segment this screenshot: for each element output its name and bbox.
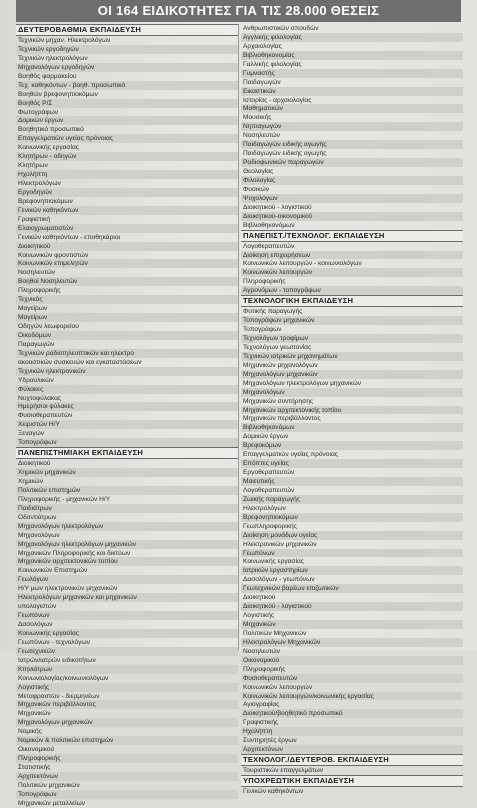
specialty-list-item: ακουστικών συσκευών και εγκαταστάσεων (18, 358, 142, 366)
specialty-list-item: Κοινωνικών Επιστημών (18, 567, 88, 575)
specialty-list-item: Λογιστικής (243, 612, 275, 620)
specialty-list-item: Κλητήρων - οδηγών (16, 152, 238, 161)
specialty-list-item: Μηχανολόγων μηχανικών (16, 718, 238, 727)
specialty-list-item: Αρχαιολογίας (243, 42, 282, 50)
specialty-list-item: Βιβλιοθηκονόμων (243, 221, 295, 229)
specialty-list-item: Παιδαγωγών ειδικής αγωγής (241, 140, 463, 149)
specialty-list-item: Τοπογράφων (16, 438, 238, 447)
specialty-list-item: Επόπτες υγείας (241, 459, 463, 468)
specialty-list-item: Κοινωνικής εργασίας (243, 558, 304, 566)
specialty-list-item: Χημικών μηχανικών (16, 468, 238, 477)
specialty-list-item: Φυσιοθεραπευτών (241, 674, 463, 683)
specialty-list-item: Δασολόγων - γεωπόνων (243, 576, 315, 584)
specialty-list-item: Θεολογίας (243, 168, 274, 175)
specialty-list-item: Νομικής (18, 728, 42, 736)
specialty-list-item: Κοινωνικής εργασίας (18, 144, 79, 152)
specialty-list-item: Φυσικών (243, 185, 270, 193)
specialty-list-item: Νομικών & πολιτικών επιστημών (16, 736, 238, 745)
specialty-list-item: Μηχανικών αρχιτεκτονικής τοπίου (241, 406, 463, 415)
specialty-list-item: Μαθηματικών (241, 104, 463, 113)
specialty-list-item: Κοινωνιολογίας/κοινωνιολόγων (18, 674, 109, 682)
specialty-list-item: Πολιτικών Μηχανικών (243, 629, 307, 637)
specialty-list-item: Τοπογράφων (243, 326, 282, 334)
specialty-list-item: Τεχνικών μηχαν. Ηλεκτρολόγων (18, 37, 111, 44)
specialty-list-item: Γεωπόνων (241, 549, 463, 558)
specialty-list-item: Πληροφορικής (243, 665, 286, 673)
specialty-list-item: Μηχανολόγων ηλεκτρολόγων μηχανικών (243, 379, 362, 387)
specialty-list-item: Φιλολογίας (241, 176, 463, 185)
specialty-list-item: Διοίκηση μονάδων υγείας (241, 531, 463, 540)
specialty-list-item: Οικοδόμων (16, 331, 238, 340)
left-column (16, 24, 238, 807)
specialty-list-item: Επαγγελματιών υγείας πρόνοιας (243, 451, 338, 459)
specialty-list-item: Δομικών έργων (16, 116, 238, 125)
specialty-list-item: Παιδαγωγών (243, 78, 281, 86)
specialty-list-item: Διοικητικού/βοηθητικό προσωπικό (241, 709, 463, 718)
specialty-list-item: Τεχνικών εργοδηγών (16, 45, 238, 54)
specialty-list-item: Φυτικής παραγωγής (243, 308, 303, 316)
specialty-list-item: Παιδαγωγών ειδικής αγωγής (243, 150, 327, 158)
specialty-list-item: Τεχνικών ηλεκτρονικών (16, 367, 238, 376)
specialty-list-item: Εικαστικών (241, 87, 463, 96)
specialty-list-item: Παιδιάτρων (16, 504, 238, 513)
specialty-list-item: Οικονομικού (241, 656, 463, 665)
specialty-list-item: Φυσιοθεραπευτών (18, 412, 73, 420)
specialty-list-item: Ηλεκτρολόγων Μηχανικών (241, 638, 463, 647)
specialty-list-item: Εργοθεραπευτών (243, 469, 295, 477)
specialty-list-item: Κοινωνικών επιμελητών (16, 259, 238, 268)
specialty-list-item: Βοηθών βρεφονηπιοκόμων (18, 90, 98, 98)
specialty-list-item: Μηχανικών περιβάλλοντος (243, 415, 321, 423)
section-heading: ΠΑΝΕΠΙΣΤΗΜΙΑΚΗ ΕΚΠΑΙΔΕΥΣΗ (16, 447, 238, 459)
specialty-list-item: Γραφιστικής (243, 719, 279, 727)
specialty-list-item: Μηχανικών (241, 620, 463, 629)
specialty-list-item: Μηχανολόγων εργοδηγών (16, 63, 238, 72)
specialty-list-item: Ηλεκτρολόγων μηχανικών και μηχανικών (16, 593, 238, 602)
specialty-list-item: Τοπογράφων μηχανικών (241, 316, 463, 325)
specialty-list-item: Τεχνικών ηλεκτρολόγων (18, 54, 88, 62)
specialty-list-item: Μηχανικών μηχανολόγων (243, 361, 318, 369)
specialty-list-item: Γεωλόγων (16, 575, 238, 584)
specialty-list-item: Ψυχολόγων (241, 194, 463, 203)
specialty-list-item: υπολογιστών (18, 603, 57, 611)
specialty-list-item: Συντηρητές έργων (243, 737, 297, 745)
specialty-list-item: Μηχανικών μεταλλείων (18, 799, 86, 807)
specialty-list-item: Κοινωνικών φροντιστών (18, 251, 89, 259)
specialty-list-item: Μεταφραστών - διερμηνέων (18, 692, 100, 700)
specialty-list-item: Αρχιτεκτόνων (241, 745, 463, 754)
specialty-list-item: Ιατρικών εργαστηρίων (241, 566, 463, 575)
specialty-list-item: Τεχνολόγων τροφίμων (241, 334, 463, 343)
specialty-list-item: Διοικητικού-οικονομικού (241, 212, 463, 221)
specialty-list-item: Βοηθοί Νοσηλευτών (16, 277, 238, 286)
specialty-list-item: Μαγείρων (16, 313, 238, 322)
specialty-list-item: Κοινωνικών λειτουργών (243, 683, 313, 691)
specialty-list-item: Γεωπληροφορικής (243, 522, 297, 530)
specialty-list-item: Γεωτεχνικών (16, 647, 238, 656)
specialty-list-item: Δομικών έργων (243, 433, 289, 441)
specialty-list-item: Γαλλικής φιλολογίας (243, 60, 302, 68)
specialty-list-item: Κοινωνικών λειτουργών - κοινωνιολόγων (243, 260, 362, 268)
specialty-list-item: Μηχανικών περιβάλλοντος (16, 700, 238, 709)
specialty-list-item: Κλητήρων (18, 162, 48, 170)
specialty-list-item: Δασολόγων (18, 621, 53, 628)
specialty-list-item: Βρεφονηπιοκόμων (241, 513, 463, 522)
specialty-list-item: Νοσηλευτών (243, 647, 280, 655)
specialty-list-item: Οικονομικού (18, 746, 55, 754)
specialty-list-item: Βιβλιοθηκονόμων (241, 423, 463, 432)
specialty-list-item: Τουριστικών επαγγελμάτων (243, 767, 324, 775)
specialty-list-item: Οδηγών λεωφορείου (18, 323, 79, 330)
specialty-list-item: Πληροφορικής - μηχανικών Η/Υ (18, 495, 111, 503)
specialty-list-item: Διοικητικού - λογιστικού (241, 602, 463, 611)
specialty-list-item: Παραγωγών (18, 340, 55, 348)
specialty-list-item: Κτηνιάτρων (16, 665, 238, 674)
specialty-list-item: Τεχ. καθηκόντων - βοηθ. προσωπικό (16, 81, 238, 90)
specialty-list-item: Γεωτεχνικών βαρέων επιζωτικών (241, 584, 463, 593)
specialty-list-item: Αγιογραφίας (243, 701, 280, 709)
specialty-list-item: Ηλεκτρολόγων (243, 504, 286, 512)
specialty-list-item: Εργοδηγών (16, 188, 238, 197)
specialty-list-item: Χημικών (18, 478, 43, 485)
specialty-list-item: Γεωπόνων (16, 611, 238, 620)
specialty-list-item: Κοινωνικών λειτουργών/κοινωνικής εργασίας (241, 692, 463, 701)
specialty-list-item: Βοηθός φαρμακείου (18, 72, 77, 80)
section-heading: ΤΕΧΝΟΛΟΓΙΚΗ ΕΚΠΑΙΔΕΥΣΗ (241, 295, 463, 307)
specialty-list-item: Γενικών καθηκόντων (243, 788, 304, 795)
specialty-list-item: Οδοντιάτρων (18, 513, 57, 521)
specialty-list-item: Αγρονόμων - τοπογράφων (241, 286, 463, 295)
specialty-list-item: Διοίκηση επιχειρήσεων (241, 251, 463, 260)
specialty-list-item: Κοινωνικής εργασίας (16, 629, 238, 638)
section-heading: ΠΑΝΕΠΙΣΤ./ΤΕΧΝΟΛΟΓ. ΕΚΠΑΙΔΕΥΣΗ (241, 230, 463, 242)
specialty-list-item: Διοικητικού (18, 460, 51, 468)
specialty-list-item: Ηχολήπτη (241, 727, 463, 736)
specialty-list-item: Μηχανικών Πληροφορικής και δικτύων (18, 549, 131, 557)
specialty-list-item: Διοικητικού (16, 242, 238, 251)
specialty-list-item: Αρχιτεκτόνων (16, 772, 238, 781)
specialty-list-item: Πληροφορικής (16, 754, 238, 763)
specialty-list-item: Βιβλιοθηκονομίας (241, 51, 463, 60)
specialty-list-item: Τεχνικός (16, 295, 238, 304)
specialty-list-item: Επαγγελματιών υγείας πρόνοιας (16, 134, 238, 143)
specialty-list-item: Μηχανικών αρχιτεκτονικών τοπίου (16, 557, 238, 566)
specialty-list-item: Ηλεκτρολόγων (18, 180, 61, 187)
specialty-list-item: Μηχανικών συντήρησης (243, 397, 314, 405)
specialty-list-item: Ιστορίας - αρχαιολογίας (243, 96, 312, 104)
specialty-list-item: Φύλακες (16, 385, 238, 394)
specialty-list-item: Χειριστών Η/Υ (16, 420, 238, 429)
section-heading: ΥΠΟΧΡΕΩΤΙΚΗ ΕΚΠΑΙΔΕΥΣΗ (241, 775, 463, 787)
specialty-list-item: Αγγλικής φιλολογίας (241, 33, 463, 42)
section-heading: ΤΕΧΝΟΛΟΓ./ΔΕΥΤΕΡΟΒ. ΕΚΠΑΙΔΕΥΣΗ (241, 754, 463, 766)
specialty-list-item: Γενικών καθηκόντων - εποθηκάριοι (18, 233, 120, 241)
specialty-list-item: Μηχανολόγων ηλεκτρολόγων (16, 522, 238, 531)
specialty-list-item: Ηλεκτρονικών μηχανικών (243, 540, 317, 548)
specialty-list-item: Πολιτικών μηχανικών (18, 781, 80, 789)
specialty-list-item: Μαγείρων (18, 305, 48, 313)
specialty-list-item: Ζωικής παραγωγής (241, 495, 463, 504)
right-column (238, 24, 463, 795)
specialty-list-item: Βοηθός Ρ/Σ (16, 99, 238, 108)
specialty-list-item: Ιατρών/ιατρών ειδικοτήτων (18, 656, 96, 664)
specialty-list-item: Ανθρωπιστικών σπουδών (243, 25, 319, 32)
specialty-list-item: Η/Υ μων ηλεκτρονικών μηχανικών (18, 585, 118, 593)
specialty-list-item: Νυχτοφύλακας (18, 394, 62, 402)
specialty-list-item: Βοηθητικό προσωπικό (18, 126, 84, 134)
specialty-list-item: Ηχολήπτη (16, 170, 238, 179)
specialty-list-item: Γραφιστική (18, 215, 51, 223)
specialty-list-item: Τεχνολόγων γεωπονίας (243, 343, 312, 351)
specialty-list-item: Μηχανολόγων (18, 531, 60, 539)
specialty-list-item: Μαιευτικής (241, 477, 463, 486)
specialty-list-item: Βρεφονηπιοκόμων (18, 197, 73, 205)
page-title-banner: ΟΙ 164 ΕΙΔΙΚΟΤΗΤΕΣ ΓΙΑ ΤΙΣ 28.000 ΘΕΣΕΙΣ (16, 0, 461, 22)
specialty-list-item: Στατιστικής (18, 764, 51, 771)
specialty-list-item: Νηπιαγωγών (241, 122, 463, 131)
specialty-list-item: Λογοθεραπευτών (243, 486, 295, 494)
specialty-list-item: Φωτογράφων (18, 108, 59, 116)
specialty-list-item: Νοσηλευτών (18, 269, 55, 277)
specialty-list-item: Κοινωνικών λειτουργών (241, 268, 463, 277)
specialty-list-item: Λογοθεραπευτών (243, 242, 295, 250)
specialty-list-item: Πολιτικών επιστημών (16, 486, 238, 495)
specialty-list-item: Ραδιοφωνικών παραγωγών (241, 158, 463, 167)
specialty-list-item: Ημερήσιοι φύλακες (16, 402, 238, 411)
specialty-list-item: Τεχνικών ιατρικών μηχανημάτων (241, 352, 463, 361)
section-heading: ΔΕΥΤΕΡΟΒΑΘΜΙΑ ΕΚΠΑΙΔΕΥΣΗ (16, 24, 238, 36)
specialty-list-item: Γεωπόνων - τεχνολόγων (18, 638, 90, 646)
specialty-list-item: Τεχνικών ραδιοτηλεοπτικών και ηλεκτρο (16, 349, 238, 358)
specialty-list-item: Μουσικής (243, 114, 272, 122)
specialty-list-item: Τοπογράφων (16, 790, 238, 799)
specialty-list-item: Μηχανικών (18, 710, 51, 718)
specialty-list-item: Γενικών καθηκόντων (16, 206, 238, 215)
specialty-list-item: Βρεφοκόμων (241, 441, 463, 450)
specialty-list-item: Νοσηλευτών (243, 132, 280, 140)
specialty-list-item: Μηχανολόγων ηλεκτρολόγων μηχανικών (16, 540, 238, 549)
specialty-list-item: Πληροφορικής (18, 287, 61, 295)
specialty-list-item: Πληροφορικής (243, 278, 286, 286)
specialty-list-item: Διοικητικού (243, 594, 276, 602)
specialty-list-item: Μηχανολόγων μηχανικών (241, 370, 463, 379)
specialty-list-item: Ελαιοχρωματιστών (16, 224, 238, 233)
specialty-list-item: Ξεναγών (18, 430, 45, 438)
specialty-list-item: Λογιστικής (16, 683, 238, 692)
specialty-list-item: Μηχανολόγων (241, 388, 463, 397)
specialty-list-item: Γυμναστής (241, 69, 463, 78)
specialty-list-item: Υδραυλικών (18, 376, 54, 384)
specialty-list-item: Διοικητικού - λογιστικού (243, 203, 312, 211)
